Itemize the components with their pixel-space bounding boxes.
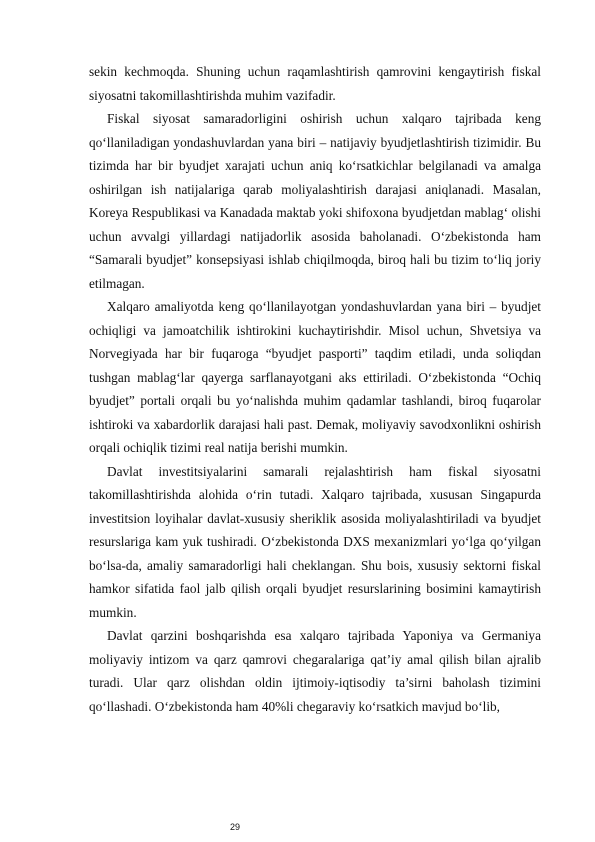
paragraph-public-debt: Davlat qarzini boshqarishda esa xalqaro tajribada Yaponiya va Germaniya moliyaviy intizom va qarz qamrovi chegaralariga qat’iy amal qilish bilan ajralib turadi. Ular qarz olishdan oldin ijtimoiy-iqtisodiy ta’sirni baholash tizimini qo‘llashadi. O‘zbekistonda ham 40%li chegaraviy ko‘rsatkich mavjud bo‘lib,	[89, 628, 541, 714]
body-text	[89, 60, 541, 718]
paragraph-public-investment: Davlat investitsiyalarini samarali rejalashtirish ham fiskal siyosatni takomillashtirishda alohida o‘rin tutadi. Xalqaro tajribada, xususan Singapurda investitsion loyihalar davlat-xususiy sheriklik asosida moliyalashtiriladi va byudjet resurslariga kam yuk tushiradi. O‘zbekistonda DXS mexanizmlari yo‘lga qo‘yilgan bo‘lsa-da, amaliy samaradorligi hali cheklangan. Shu bois, xususiy sektorni fiskal hamkor sifatida faol jalb qilish orqali byudjet resurslarining bosimini kamaytirish mumkin.	[89, 463, 541, 620]
paragraph-continuation: sekin kechmoqda. Shuning uchun raqamlashtirish qamrovini kengaytirish fiskal siyosatni takomillashtirishda muhim vazifadir.	[89, 64, 541, 103]
paragraph-results-budgeting: Fiskal siyosat samaradorligini oshirish uchun xalqaro tajribada keng qo‘llaniladigan yondashuvlardan yana biri – natijaviy byudjetlashtirish tizimidir. Bu tizimda har bir byudjet xarajati uchun aniq ko‘rsatkichlar belgilanadi va amalga oshirilgan ish natijalariga qarab moliyalashtirish darajasi aniqlanadi. Masalan, Koreya Respublikasi va Kanadada maktab yoki shifoxona byudjetdan mablag‘ olishi uchun avvalgi yillardagi natijadorlik asosida baholanadi. O‘zbekistonda ham “Samarali byudjet” konsepsiyasi ishlab chiqilmoqda, biroq hali bu tizim to‘liq joriy etilmagan.	[89, 111, 541, 291]
page-number: 29	[230, 822, 241, 832]
paragraph-budget-openness: Xalqaro amaliyotda keng qo‘llanilayotgan yondashuvlardan yana biri – byudjet ochiqligi va jamoatchilik ishtirokini kuchaytirishdir. Misol uchun, Shvetsiya va Norvegiyada har bir fuqaroga “byudjet pasporti” taqdim etiladi, unda soliqdan tushgan mablag‘lar qayerga sarflanayotgani aks ettiriladi. O‘zbekistonda “Ochiq byudjet” portali orqali bu yo‘nalishda muhim qadamlar tashlandi, biroq fuqarolar ishtiroki va xabardorlik darajasi hali past. Demak, moliyaviy savodxonlikni oshirish orqali ochiqlik tizimi real natija berishi mumkin.	[89, 299, 541, 455]
